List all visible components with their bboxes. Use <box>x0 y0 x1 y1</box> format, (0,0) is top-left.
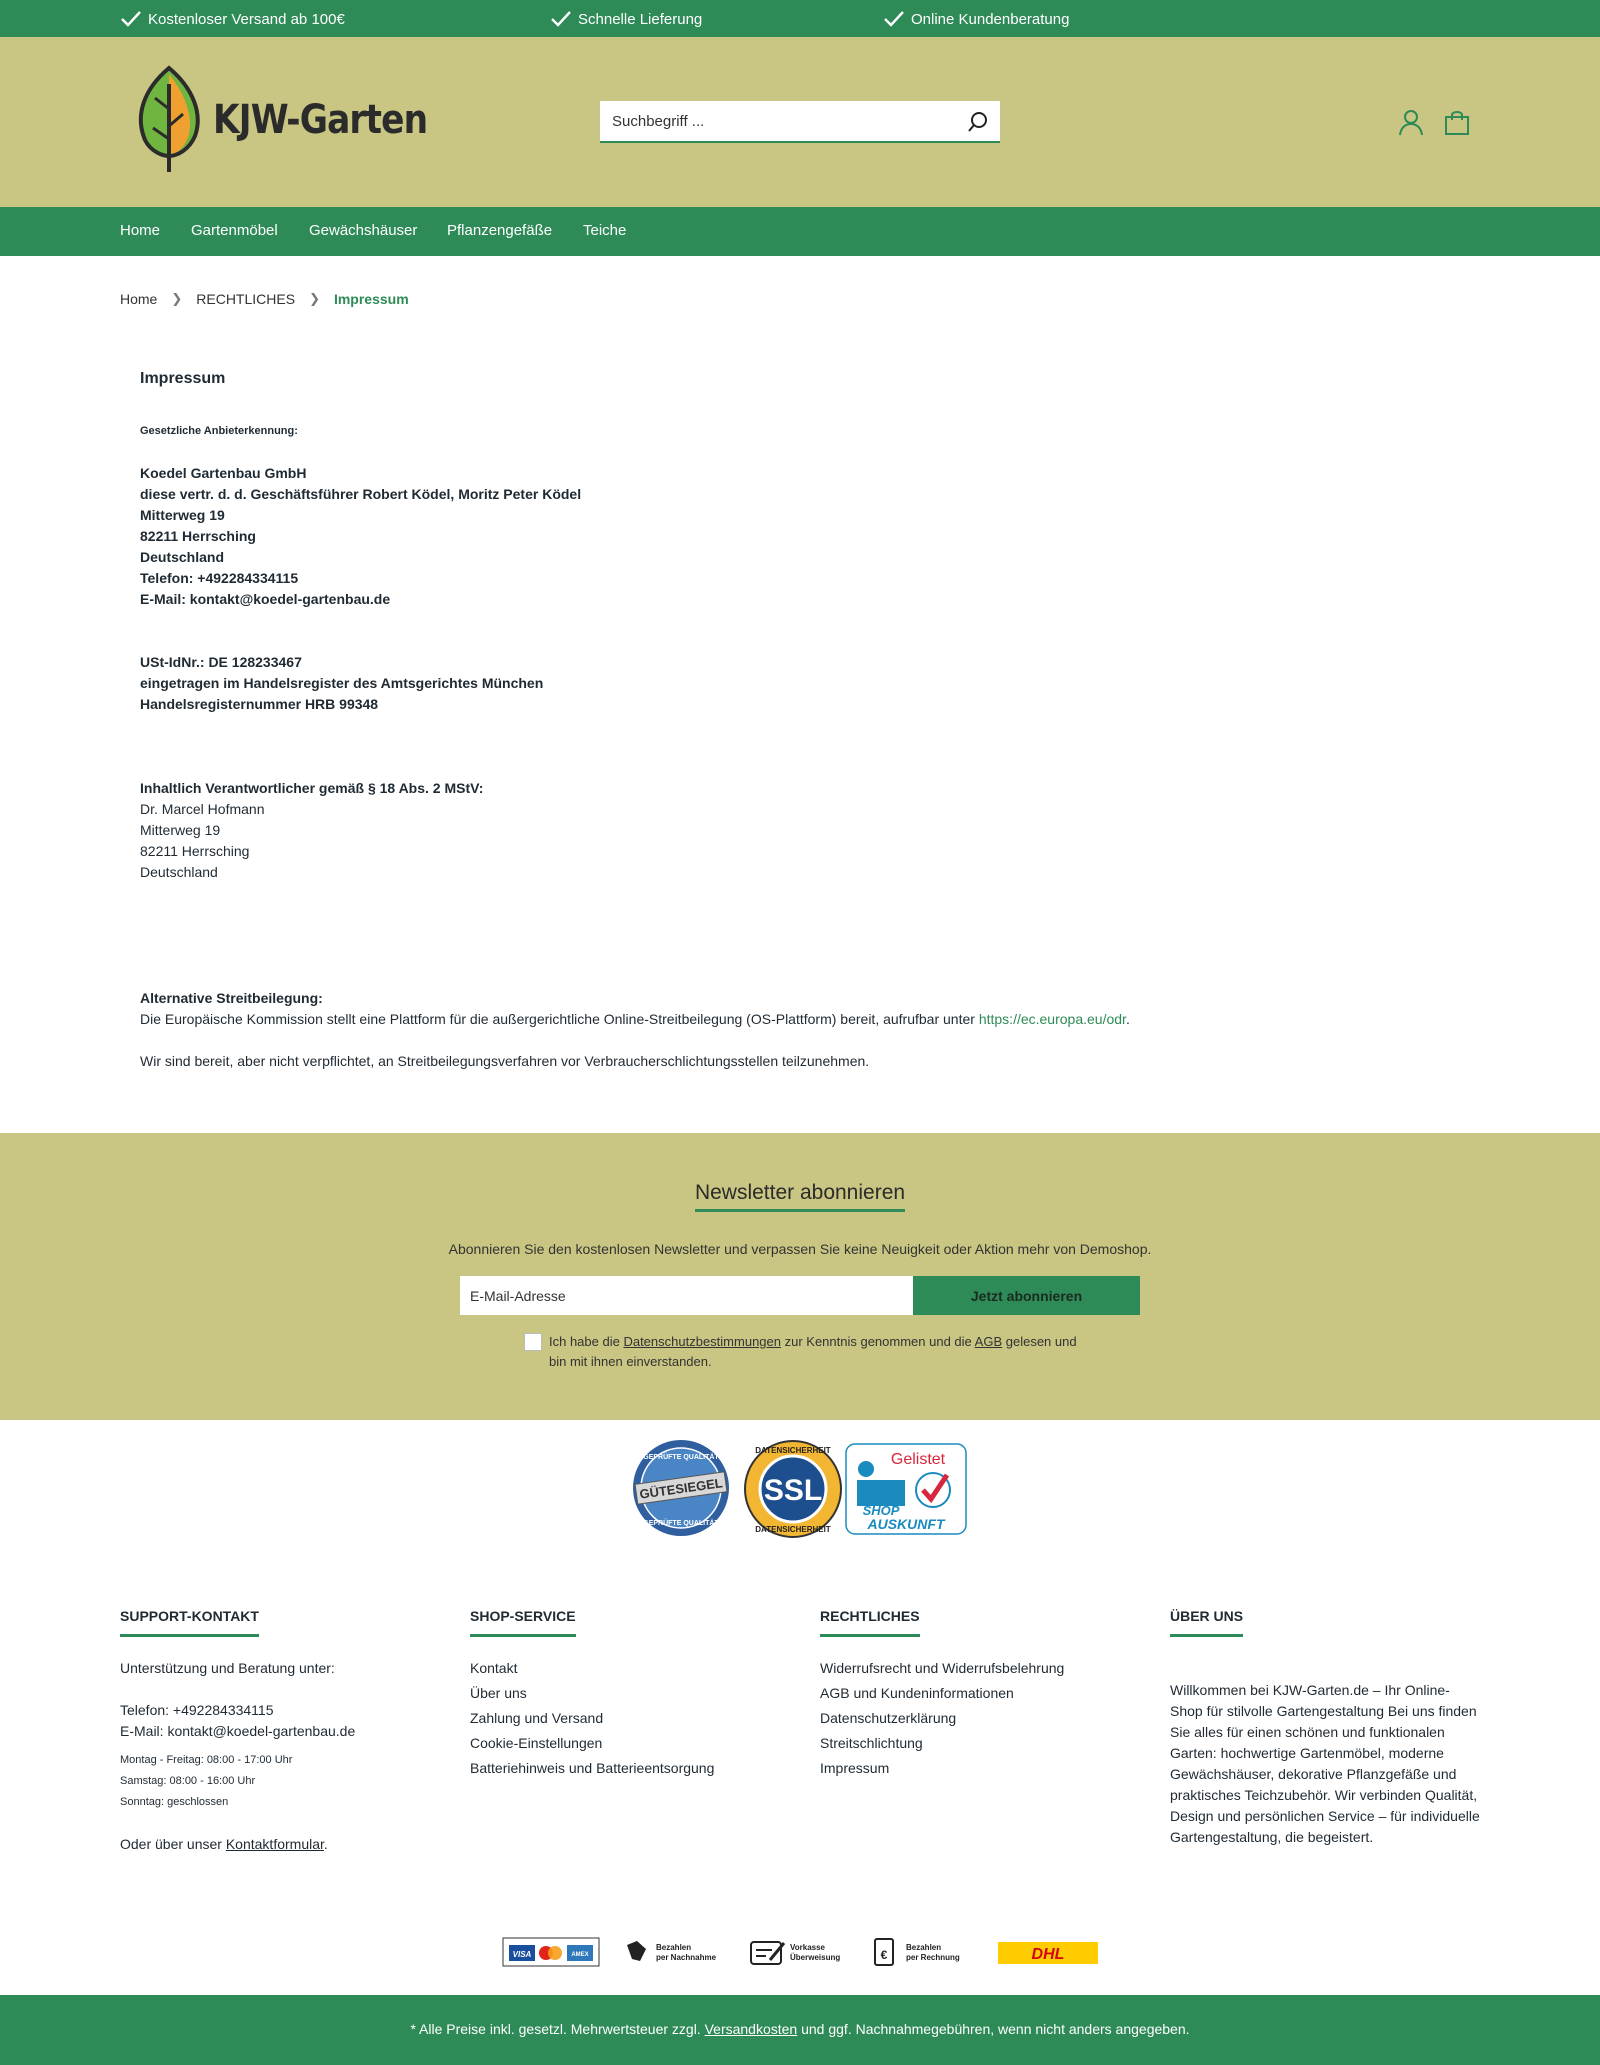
breadcrumb <box>120 291 409 307</box>
footer-heading: ÜBER UNS <box>1170 1608 1243 1637</box>
support-email[interactable]: E-Mail: kontakt@koedel-gartenbau.de <box>120 1723 356 1739</box>
dhl-logo <box>998 1942 1098 1964</box>
ssl-seal[interactable] <box>745 1441 841 1537</box>
ssl-ring-text: DATENSICHERHEIT <box>755 1525 831 1534</box>
company-address <box>140 463 581 610</box>
register-info <box>140 652 543 715</box>
nav-item-gartenmoebel[interactable]: Gartenmöbel <box>191 222 278 239</box>
shipping-costs-link[interactable]: Versandkosten <box>704 2021 798 2037</box>
shopauskunft-seal[interactable] <box>846 1444 966 1534</box>
shop-seal-line1: SHOP <box>862 1503 900 1518</box>
seal-main-text: GÜTESIEGEL <box>638 1475 724 1502</box>
responsible-line: 82211 Herrsching <box>140 843 250 859</box>
checkmark-icon <box>550 10 572 28</box>
logo-link[interactable] <box>133 64 462 176</box>
prepay-line2: Überweisung <box>790 1953 841 1962</box>
newsletter-title: Newsletter abonnieren <box>0 1181 1600 1212</box>
imprint-content <box>140 370 1460 1069</box>
svg-text:€: € <box>880 1948 888 1962</box>
support-intro: Unterstützung und Beratung unter: <box>120 1660 335 1676</box>
consent-text: Ich habe die Datenschutzbestimmungen zur Kenntnis genommen und die AGB gelesen und bin mit ihnen einverstanden. <box>549 1334 1077 1369</box>
ssl-ring-text: DATENSICHERHEIT <box>755 1446 831 1455</box>
cash-on-delivery-icon <box>627 1941 717 1962</box>
hours-line: Sonntag: geschlossen <box>120 1796 229 1808</box>
breadcrumb-rechtliches[interactable]: RECHTLICHES <box>196 291 296 307</box>
footer-link-ueber-uns[interactable]: Über uns <box>470 1685 527 1701</box>
footer-link-kontakt[interactable]: Kontakt <box>470 1660 518 1676</box>
nav-item-gewaechshaeuser[interactable]: Gewächshäuser <box>309 222 418 239</box>
nav-item-home[interactable]: Home <box>120 222 161 239</box>
footer-heading: RECHTLICHES <box>820 1608 920 1637</box>
chevron-right-icon: ❯ <box>171 291 183 306</box>
address-line: E-Mail: kontakt@koedel-gartenbau.de <box>140 591 391 607</box>
responsible-person <box>140 778 483 883</box>
logo-text: KJW-Garten <box>213 97 428 143</box>
dispute-note: Wir sind bereit, aber nicht verpflichtet, an Streitbeilegungsverfahren vor Verbraucherschlichtungsstellen teilzunehmen. <box>140 1053 870 1069</box>
seal-ring-text: GEPRÜFTE QUALITÄT <box>643 1454 719 1461</box>
nav-item-teiche[interactable]: Teiche <box>583 222 627 239</box>
shop-seal-line2: AUSKUNFT <box>867 1516 945 1532</box>
register-line: Handelsregisternummer HRB 99348 <box>140 696 379 712</box>
responsible-line: Deutschland <box>140 864 218 880</box>
register-line: eingetragen im Handelsregister des Amtsgerichtes München <box>140 675 544 691</box>
cod-line1: Bezahlen <box>656 1943 692 1952</box>
search-icon[interactable] <box>966 110 990 134</box>
contact-form-link[interactable]: Kontaktformular <box>225 1836 324 1852</box>
footer-link-streitschlichtung[interactable]: Streitschlichtung <box>820 1735 923 1751</box>
contact-form-text: Oder über unser Kontaktformular. <box>120 1836 328 1852</box>
usp-label: Schnelle Lieferung <box>578 10 703 28</box>
newsletter-email-input[interactable] <box>460 1276 913 1315</box>
newsletter-text: Abonnieren Sie den kostenlosen Newsletter und verpassen Sie keine Neuigkeit oder Aktion mehr von Demoshop. <box>448 1241 1152 1257</box>
responsible-line: Dr. Marcel Hofmann <box>140 801 265 817</box>
address-line: Koedel Gartenbau GmbH <box>140 465 307 481</box>
trust-seals <box>630 1437 970 1550</box>
checkmark-icon <box>120 10 142 28</box>
prepay-line1: Vorkasse <box>790 1943 825 1952</box>
nav-item-pflanzengefaesse[interactable]: Pflanzengefäße <box>447 222 553 239</box>
breadcrumb-current[interactable]: Impressum <box>333 291 409 307</box>
address-line: Deutschland <box>140 549 225 565</box>
subscribe-button[interactable]: Jetzt abonnieren <box>913 1276 1140 1315</box>
footer-link-list <box>470 1656 790 1781</box>
usp-item <box>883 10 1069 28</box>
seal-ring-text: GEPRÜFTE QUALITÄT <box>643 1520 719 1527</box>
address-line: Mitterweg 19 <box>140 507 225 523</box>
footer-shop-service <box>470 1608 790 1781</box>
footer-link-datenschutz[interactable]: Datenschutzerklärung <box>820 1710 957 1726</box>
footer-link-list <box>820 1656 1140 1781</box>
footer-legal <box>820 1608 1140 1781</box>
hours-line: Samstag: 08:00 - 16:00 Uhr <box>120 1775 256 1787</box>
user-icon[interactable] <box>1397 108 1425 136</box>
footer-support <box>120 1608 440 1855</box>
prepayment-icon <box>751 1942 840 1964</box>
hours-line: Montag - Freitag: 08:00 - 17:00 Uhr <box>120 1754 293 1766</box>
amex-text: AMEX <box>571 1952 589 1958</box>
leaf-logo-icon <box>133 64 205 176</box>
footer-link-impressum[interactable]: Impressum <box>820 1760 890 1776</box>
provider-subtitle: Gesetzliche Anbieterkennung: <box>140 425 298 437</box>
invoice-line1: Bezahlen <box>906 1943 942 1952</box>
chevron-right-icon: ❯ <box>309 291 320 306</box>
address-line: Telefon: +492284334115 <box>140 570 299 586</box>
consent-checkbox[interactable] <box>524 1333 542 1351</box>
address-line: diese vertr. d. d. Geschäftsführer Robert Ködel, Moritz Peter Ködel <box>140 486 582 502</box>
usp-label: Online Kundenberatung <box>911 10 1070 28</box>
site-header <box>0 37 1600 207</box>
about-text: Willkommen bei KJW-Garten.de – Ihr Online-Shop für stilvolle Gartengestaltung Bei uns finden Sie alles für einen schönen und funktionalen Garten: hochwertige Gartenmöbel, moderne Gewächshäuser, dekorative Pflanzgefäße und praktisches Teichzubehör. Wir verbinden Qualität, Design und persönlichen Service – für individuelle Gartengestaltung, die begeistert. <box>1170 1682 1480 1845</box>
usp-label: Kostenloser Versand ab 100€ <box>148 10 345 28</box>
shop-seal-top-text: Gelistet <box>890 1451 946 1468</box>
agb-link[interactable]: AGB <box>974 1334 1003 1349</box>
support-phone[interactable]: Telefon: +492284334115 <box>120 1702 274 1718</box>
privacy-link[interactable]: Datenschutzbestimmungen <box>623 1334 781 1349</box>
main-navigation <box>0 207 1600 256</box>
dispute-text: Die Europäische Kommission stellt eine Plattform für die außergerichtliche Online-Streitbeilegung (OS-Plattform) bereit, aufrufbar unter https://ec.europa.eu/odr. <box>140 1011 1130 1027</box>
breadcrumb-home[interactable]: Home <box>120 291 158 307</box>
page-title: Impressum <box>140 370 226 387</box>
price-disclaimer-bar: * Alle Preise inkl. gesetzl. Mehrwertsteuer zzgl. Versandkosten und ggf. Nachnahmegebühren, wenn nicht anders angegeben. <box>0 1995 1600 2065</box>
footer-heading: SUPPORT-KONTAKT <box>120 1608 259 1637</box>
address-line: 82211 Herrsching <box>140 528 256 544</box>
responsible-line: Mitterweg 19 <box>140 822 221 838</box>
responsible-heading: Inhaltlich Verantwortlicher gemäß § 18 Abs. 2 MStV: <box>140 780 484 796</box>
footer-heading: SHOP-SERVICE <box>470 1608 576 1637</box>
search-input[interactable] <box>612 113 952 130</box>
footer-link-agb[interactable]: AGB und Kundeninformationen <box>820 1685 1014 1701</box>
invoice-icon <box>875 1939 960 1965</box>
opening-hours <box>120 1750 440 1813</box>
invoice-line2: per Rechnung <box>906 1953 960 1962</box>
dispute-resolution <box>140 988 1460 1072</box>
footer-about <box>1170 1608 1480 1848</box>
guetesiegel-seal[interactable] <box>633 1440 729 1536</box>
search-box <box>600 101 1000 143</box>
newsletter-section <box>0 1133 1600 1420</box>
cod-line2: per Nachnahme <box>656 1953 717 1962</box>
footer-link-widerruf[interactable]: Widerrufsrecht und Widerrufsbelehrung <box>820 1660 1065 1676</box>
usp-item <box>550 10 702 28</box>
footer-link-cookies[interactable]: Cookie-Einstellungen <box>470 1735 603 1751</box>
register-line: USt-IdNr.: DE 128233467 <box>140 654 302 670</box>
footer-link-batterie[interactable]: Batteriehinweis und Batterieentsorgung <box>470 1760 715 1776</box>
odr-link[interactable]: https://ec.europa.eu/odr <box>978 1011 1126 1027</box>
dispute-heading: Alternative Streitbeilegung: <box>140 990 323 1006</box>
shopping-bag-icon[interactable] <box>1443 108 1471 136</box>
credit-card-logos <box>503 1938 599 1966</box>
payment-methods <box>500 1935 1100 1969</box>
checkmark-icon <box>883 10 905 28</box>
ssl-main-text: SSL <box>763 1474 823 1507</box>
visa-text: VISA <box>512 1950 532 1959</box>
usp-bar <box>0 0 1600 37</box>
footer-link-zahlung[interactable]: Zahlung und Versand <box>470 1710 604 1726</box>
dhl-text: DHL <box>1031 1946 1065 1963</box>
usp-item <box>120 10 345 28</box>
